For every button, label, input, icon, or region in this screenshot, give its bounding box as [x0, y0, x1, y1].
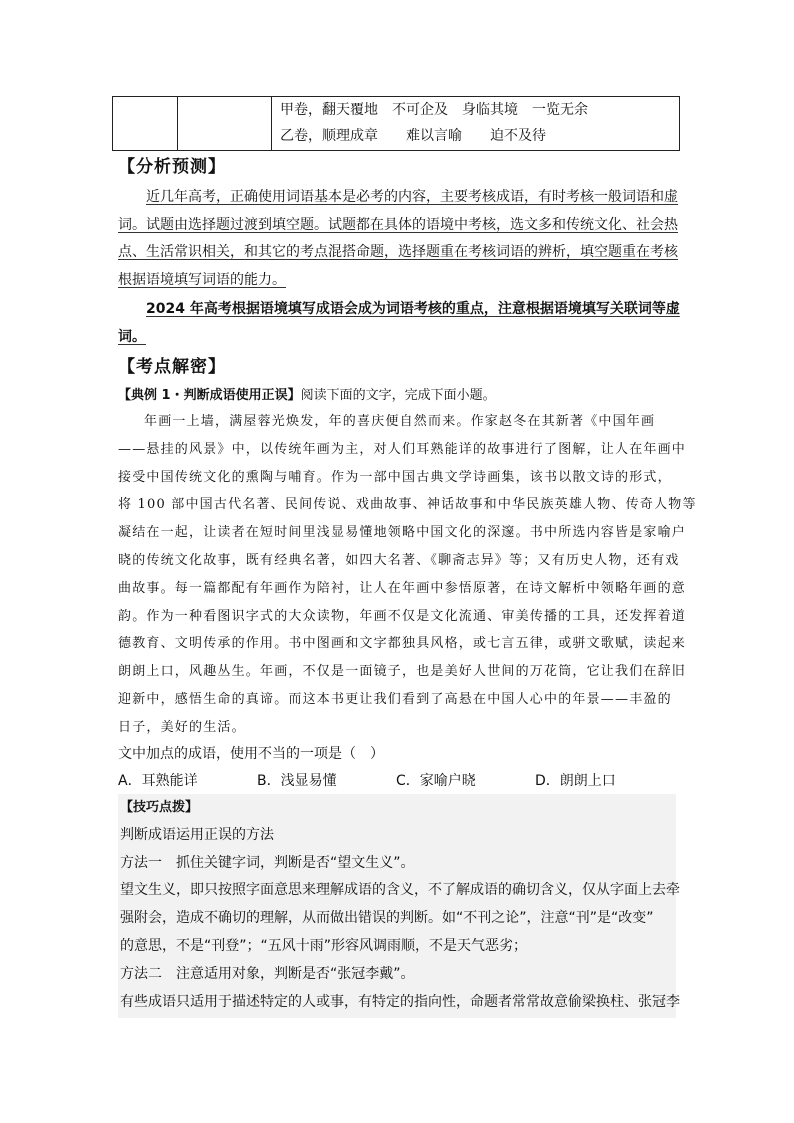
table-cell-answers: [272, 97, 680, 151]
table-cell-empty-2: [178, 97, 272, 151]
passage-line: 朗朗上口，风趣丛生。年画，不仅是一面镜子，也是美好人世间的万花筒，它让我们在辞旧: [118, 664, 687, 680]
passage-line: 将 100 部中国古代名著、民间传说、戏曲故事、神话故事和中华民族英雄人物、传奇人物等: [118, 497, 697, 513]
table-cell-empty-1: [113, 97, 178, 151]
paragraph-line: 根据语境填写词语的能力。: [118, 271, 286, 288]
answer-options: [118, 770, 616, 790]
option-b[interactable]: B．浅显易懂: [257, 773, 337, 789]
tips-line: 方法二 注意适用对象，判断是否“张冠李戴”。: [120, 965, 415, 982]
passage-line: 晓的传统文化故事，既有经典名著，如四大名著、《聊斋志异》等；又有历史人物，还有戏: [118, 552, 680, 568]
paragraph-line: 2024 年高考根据语境填写成语会成为词语考核的重点，注意根据语境填写关联词等虚: [146, 301, 680, 317]
tips-line: 望文生义，即只按照字面意思来理解成语的含义，不了解成语的确切含义，仅从字面上去牵: [120, 882, 680, 899]
paragraph-line: 词。: [118, 328, 146, 345]
question-stem: 文中加点的成语，使用不当的一项是（ ）: [118, 746, 384, 762]
option-a[interactable]: A．耳熟能详: [118, 773, 198, 789]
passage-line: 韵。作为一种看图识字式的大众读物，年画不仅是文化流通、审美传播的工具，还发挥着道: [118, 608, 687, 624]
tips-box: [118, 794, 680, 1018]
tips-line: 方法一 抓住关键字词，判断是否“望文生义”。: [120, 854, 415, 871]
passage-line: ——悬挂的风景》中，以传统年画为主，对人们耳熟能详的故事进行了图解，让人在年画中: [118, 441, 687, 457]
option-d[interactable]: D．朗朗上口: [535, 773, 616, 789]
paragraph-line: 词。试题由选择题过渡到填空题。试题都在具体的语境中考核，选文多和传统文化、社会热: [118, 216, 678, 233]
example-tag: 【典例 1・判断成语使用正误】: [118, 388, 301, 403]
passage-line: 凝结在一起，让读者在短时间里浅显易懂地领略中国文化的深邃。书中所选内容皆是家喻户: [118, 525, 687, 541]
tips-title: 【技巧点拨】: [120, 800, 199, 815]
tips-line: 有些成语只适用于描述特定的人或事，有特定的指向性，命题者常常故意偷梁换柱、张冠李: [120, 993, 680, 1010]
option-c[interactable]: C．家喻户晓: [396, 773, 476, 789]
example-instruction: 阅读下面的文字，完成下面小题。: [300, 388, 496, 403]
table-line-jia: 甲卷，翻天覆地 不可企及 身临其境 一览无余: [280, 102, 588, 118]
paragraph-line: 点、生活常识相关，和其它的考点混搭命题，选择题重在考核词语的辨析，填空题重在考核: [118, 244, 678, 260]
table-line-yi: 乙卷，顺理成章 难以言喻 迫不及待: [280, 128, 546, 144]
passage-line: 接受中国传统文化的熏陶与哺育。作为一部中国古典文学诗画集，该书以散文诗的形式，: [118, 469, 672, 485]
passage-line: 曲故事。每一篇都配有年画作为陪衬，让人在年画中参悟原著，在诗文解析中领略年画的意: [118, 580, 687, 596]
tips-line: 判断成语运用正误的方法: [120, 826, 274, 843]
analysis-paragraph-2: [118, 296, 680, 351]
tips-line: 的意思，不是“刊登”；“五风十雨”形容风调雨顺，不是天气恶劣；: [120, 937, 528, 954]
example-intro: [118, 384, 496, 403]
analysis-paragraph-1: [118, 184, 676, 294]
passage-line: 迎新中，感悟生命的真谛。而这本书更让我们看到了高悬在中国人心中的年景——丰盈的: [118, 691, 672, 707]
section-heading-analysis: 【分析预测】: [118, 157, 226, 177]
paragraph-line: 近几年高考，正确使用词语基本是必考的内容，主要考核成语，有时考核一般词语和虚: [146, 189, 678, 205]
reading-passage: [118, 408, 697, 742]
passage-line: 年画一上墙，满屋蓉光焕发，年的喜庆便自然而来。作家赵冬在其新著《中国年画: [144, 414, 656, 429]
tips-line: 强附会，造成不确切的理解，从而做出错误的判断。如“不刊之论”，注意“刊”是“改变”: [120, 910, 654, 927]
passage-line: 日子，美好的生活。: [118, 719, 246, 735]
section-heading-keypoints: 【考点解密】: [118, 357, 226, 377]
answer-table: [112, 96, 680, 151]
passage-line: 德教育、文明传承的作用。书中图画和文字都独具风格，或七言五律，或骈文歌赋，读起来: [118, 636, 687, 652]
